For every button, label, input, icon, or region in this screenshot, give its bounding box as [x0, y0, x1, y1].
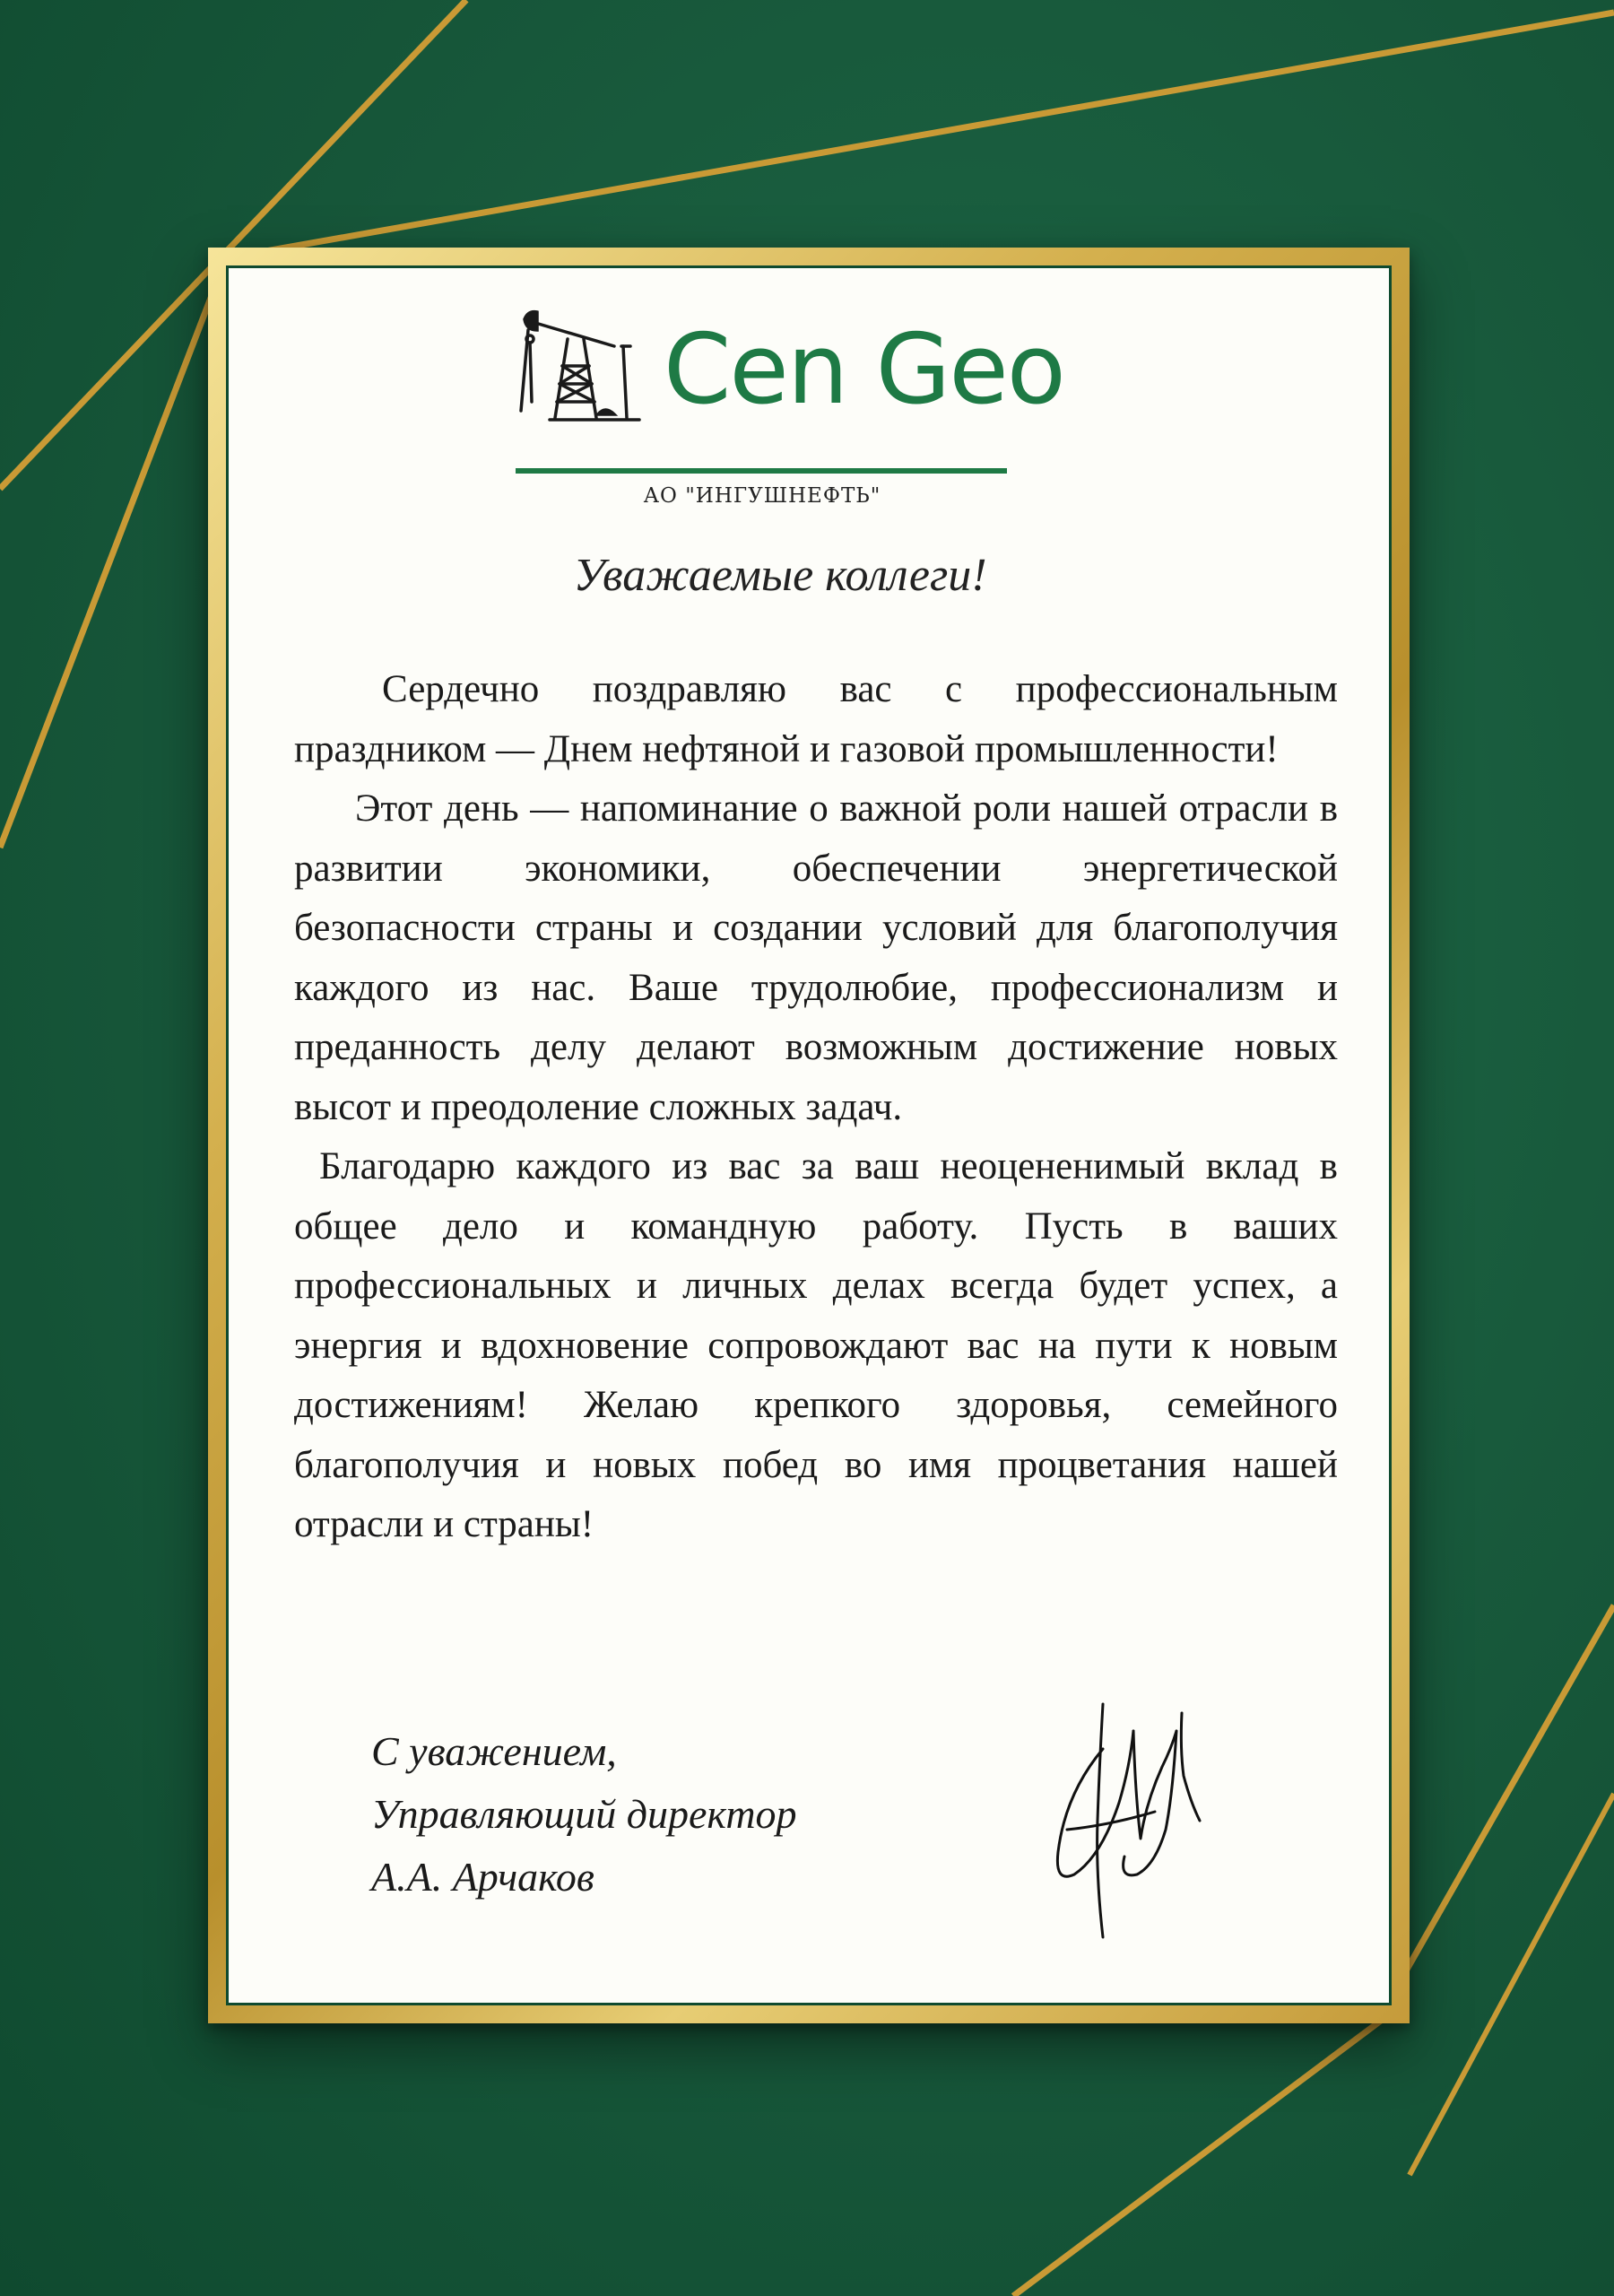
gold-line [1013, 2007, 1399, 2296]
letter-body [294, 660, 1338, 1555]
greeting: Уважаемые коллеги! [573, 550, 987, 601]
closing-block [371, 1720, 999, 1909]
signer-name: А.А. Арчаков [371, 1854, 594, 1900]
company-name: АО "ИНГУШНЕФТЬ" [643, 484, 881, 508]
company-logo [516, 303, 1064, 483]
gold-line [1385, 1605, 1614, 2007]
paragraph-congratulation: Сердечно поздравляю вас с профессиональным праздником — Днем нефтяной и газовой промышленности! [294, 668, 1338, 770]
gold-line [0, 251, 229, 848]
signer-position: Управляющий директор [371, 1791, 797, 1837]
brand-name: Cen Geo [664, 314, 1064, 426]
handwritten-signature [1047, 1695, 1209, 1955]
paragraph-gratitude: Благодарю каждого из вас за ваш неоцененимый вклад в общее дело и командную работу. Пусть в ваших профессиональных и личных делах всегда будет успех, а энергия и вдохновение сопровождают вас на пути к новым достижениям! Желаю крепкого здоровья, семейного благополучия и новых побед во имя процветания нашей отрасли и страны! [294, 1145, 1338, 1545]
gold-line [256, 13, 1614, 253]
paragraph-importance: Этот день — напоминание о важной роли нашей отрасли в развитии экономики, обеспечении энергетической безопасности страны и создании условий для благополучия каждого из нас. Ваше трудолюбие, профессионализм и преданность делу делают возможным достижение новых высот и преодоление сложных задач. [294, 787, 1338, 1128]
gold-line [1410, 1794, 1614, 2175]
logo-underline [516, 468, 1007, 474]
closing-regards: С уважением, [371, 1728, 617, 1774]
oil-pump-rig-icon [516, 303, 659, 429]
